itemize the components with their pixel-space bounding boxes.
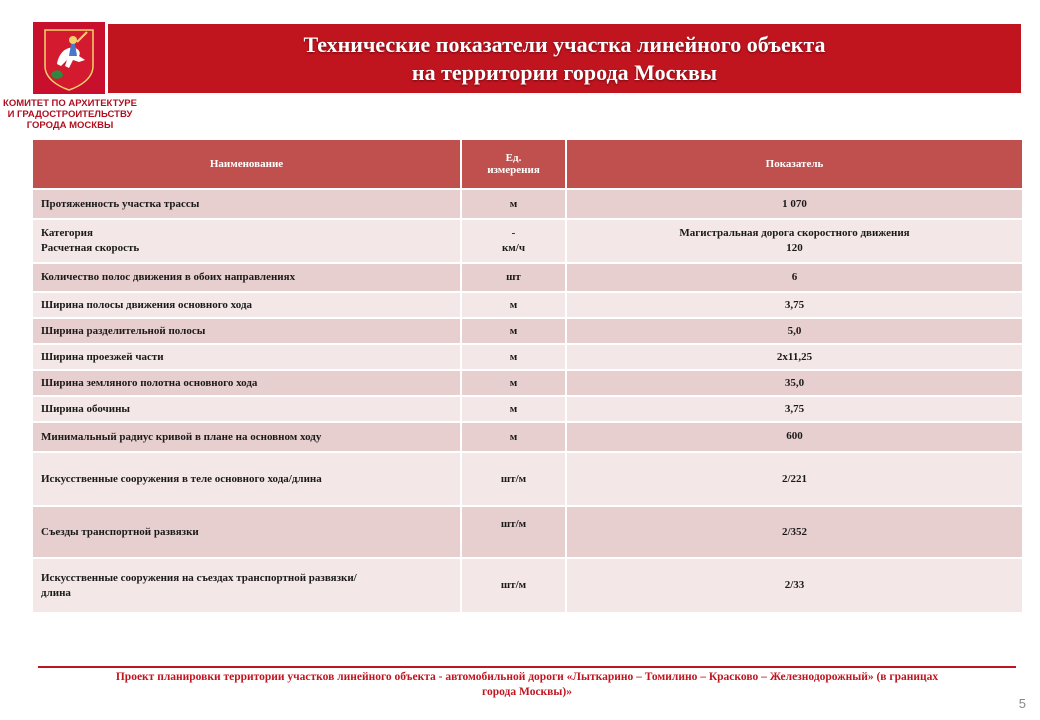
row-name-line-1: Категория	[41, 227, 93, 239]
row-value-line-2: 120	[786, 242, 803, 254]
row-name: Ширина разделительной полосы	[33, 318, 461, 344]
row-name: Количество полос движения в обоих направлениях	[33, 263, 461, 292]
footer-project-caption	[38, 670, 1016, 700]
shield-emblem-icon	[33, 22, 105, 94]
column-header-unit	[461, 140, 566, 189]
table-row	[33, 558, 1022, 612]
page-title	[108, 24, 1021, 93]
row-unit: м	[461, 422, 566, 452]
table-header-row	[33, 140, 1022, 189]
table-row	[33, 219, 1022, 263]
row-value: 600	[566, 422, 1022, 452]
row-value: 3,75	[566, 292, 1022, 318]
row-name: Съезды транспортной развязки	[33, 506, 461, 558]
row-name-line-2: Расчетная скорость	[41, 242, 140, 254]
org-line-1: КОМИТЕТ ПО АРХИТЕКТУРЕ	[3, 98, 137, 109]
table-row	[33, 396, 1022, 422]
column-header-name: Наименование	[33, 140, 461, 189]
table-row	[33, 370, 1022, 396]
technical-indicators-table	[33, 140, 1022, 612]
row-name: Минимальный радиус кривой в плане на основном ходу	[33, 422, 461, 452]
row-value: 2/221	[566, 452, 1022, 506]
row-unit: м	[461, 292, 566, 318]
row-name: Ширина полосы движения основного хода	[33, 292, 461, 318]
row-unit-line-1: -	[511, 227, 516, 239]
row-unit: шт/м	[461, 452, 566, 506]
row-value: 2/352	[566, 506, 1022, 558]
row-value: 35,0	[566, 370, 1022, 396]
footer-line-2: города Москвы)»	[482, 686, 572, 698]
row-value: 1 070	[566, 189, 1022, 219]
row-unit-line-2: км/ч	[501, 242, 526, 254]
org-line-3: ГОРОДА МОСКВЫ	[26, 120, 114, 131]
column-header-unit-line-2: измерения	[487, 164, 540, 176]
row-name	[33, 219, 461, 263]
row-unit: м	[461, 370, 566, 396]
row-unit: м	[461, 396, 566, 422]
table-row	[33, 292, 1022, 318]
org-line-2: И ГРАДОСТРОИТЕЛЬСТВУ	[7, 109, 133, 120]
row-unit: шт/м	[461, 558, 566, 612]
title-line-1: Технические показатели участка линейного объекта	[303, 31, 826, 57]
moscow-coat-of-arms-logo	[33, 22, 105, 94]
table-row	[33, 422, 1022, 452]
table-row	[33, 263, 1022, 292]
row-value: 3,75	[566, 396, 1022, 422]
footer-divider	[38, 666, 1016, 668]
row-value: 6	[566, 263, 1022, 292]
page-number: 5	[1018, 696, 1026, 711]
row-value: 2х11,25	[566, 344, 1022, 370]
row-value	[566, 219, 1022, 263]
table-row	[33, 344, 1022, 370]
table-row	[33, 189, 1022, 219]
row-name: Ширина проезжей части	[33, 344, 461, 370]
row-unit: шт	[461, 263, 566, 292]
row-name: Искусственные сооружения в теле основного хода/длина	[33, 452, 461, 506]
row-value-line-1: Магистральная дорога скоростного движения	[679, 227, 910, 239]
title-line-2: на территории города Москвы	[411, 59, 718, 85]
table-row	[33, 452, 1022, 506]
column-header-unit-line-1: Ед.	[505, 152, 522, 164]
row-name: Ширина обочины	[33, 396, 461, 422]
row-name	[33, 558, 461, 612]
footer-line-1: Проект планировки территории участков линейного объекта - автомобильной дороги «Лыткарино – Томилино – Красково – Железнодорожный» (в границах	[115, 671, 939, 683]
row-name-line-2: длина	[41, 586, 71, 599]
row-unit: м	[461, 189, 566, 219]
table-row	[33, 506, 1022, 558]
row-value: 5,0	[566, 318, 1022, 344]
row-unit	[461, 219, 566, 263]
column-header-value: Показатель	[566, 140, 1022, 189]
row-unit: м	[461, 344, 566, 370]
table-row	[33, 318, 1022, 344]
row-unit: шт/м	[461, 506, 566, 558]
organization-name	[2, 98, 138, 131]
row-name: Ширина земляного полотна основного хода	[33, 370, 461, 396]
row-name-line-1: Искусственные сооружения на съездах транспортной развязки/	[41, 571, 357, 584]
row-name: Протяженность участка трассы	[33, 189, 461, 219]
row-unit: м	[461, 318, 566, 344]
row-value: 2/33	[566, 558, 1022, 612]
